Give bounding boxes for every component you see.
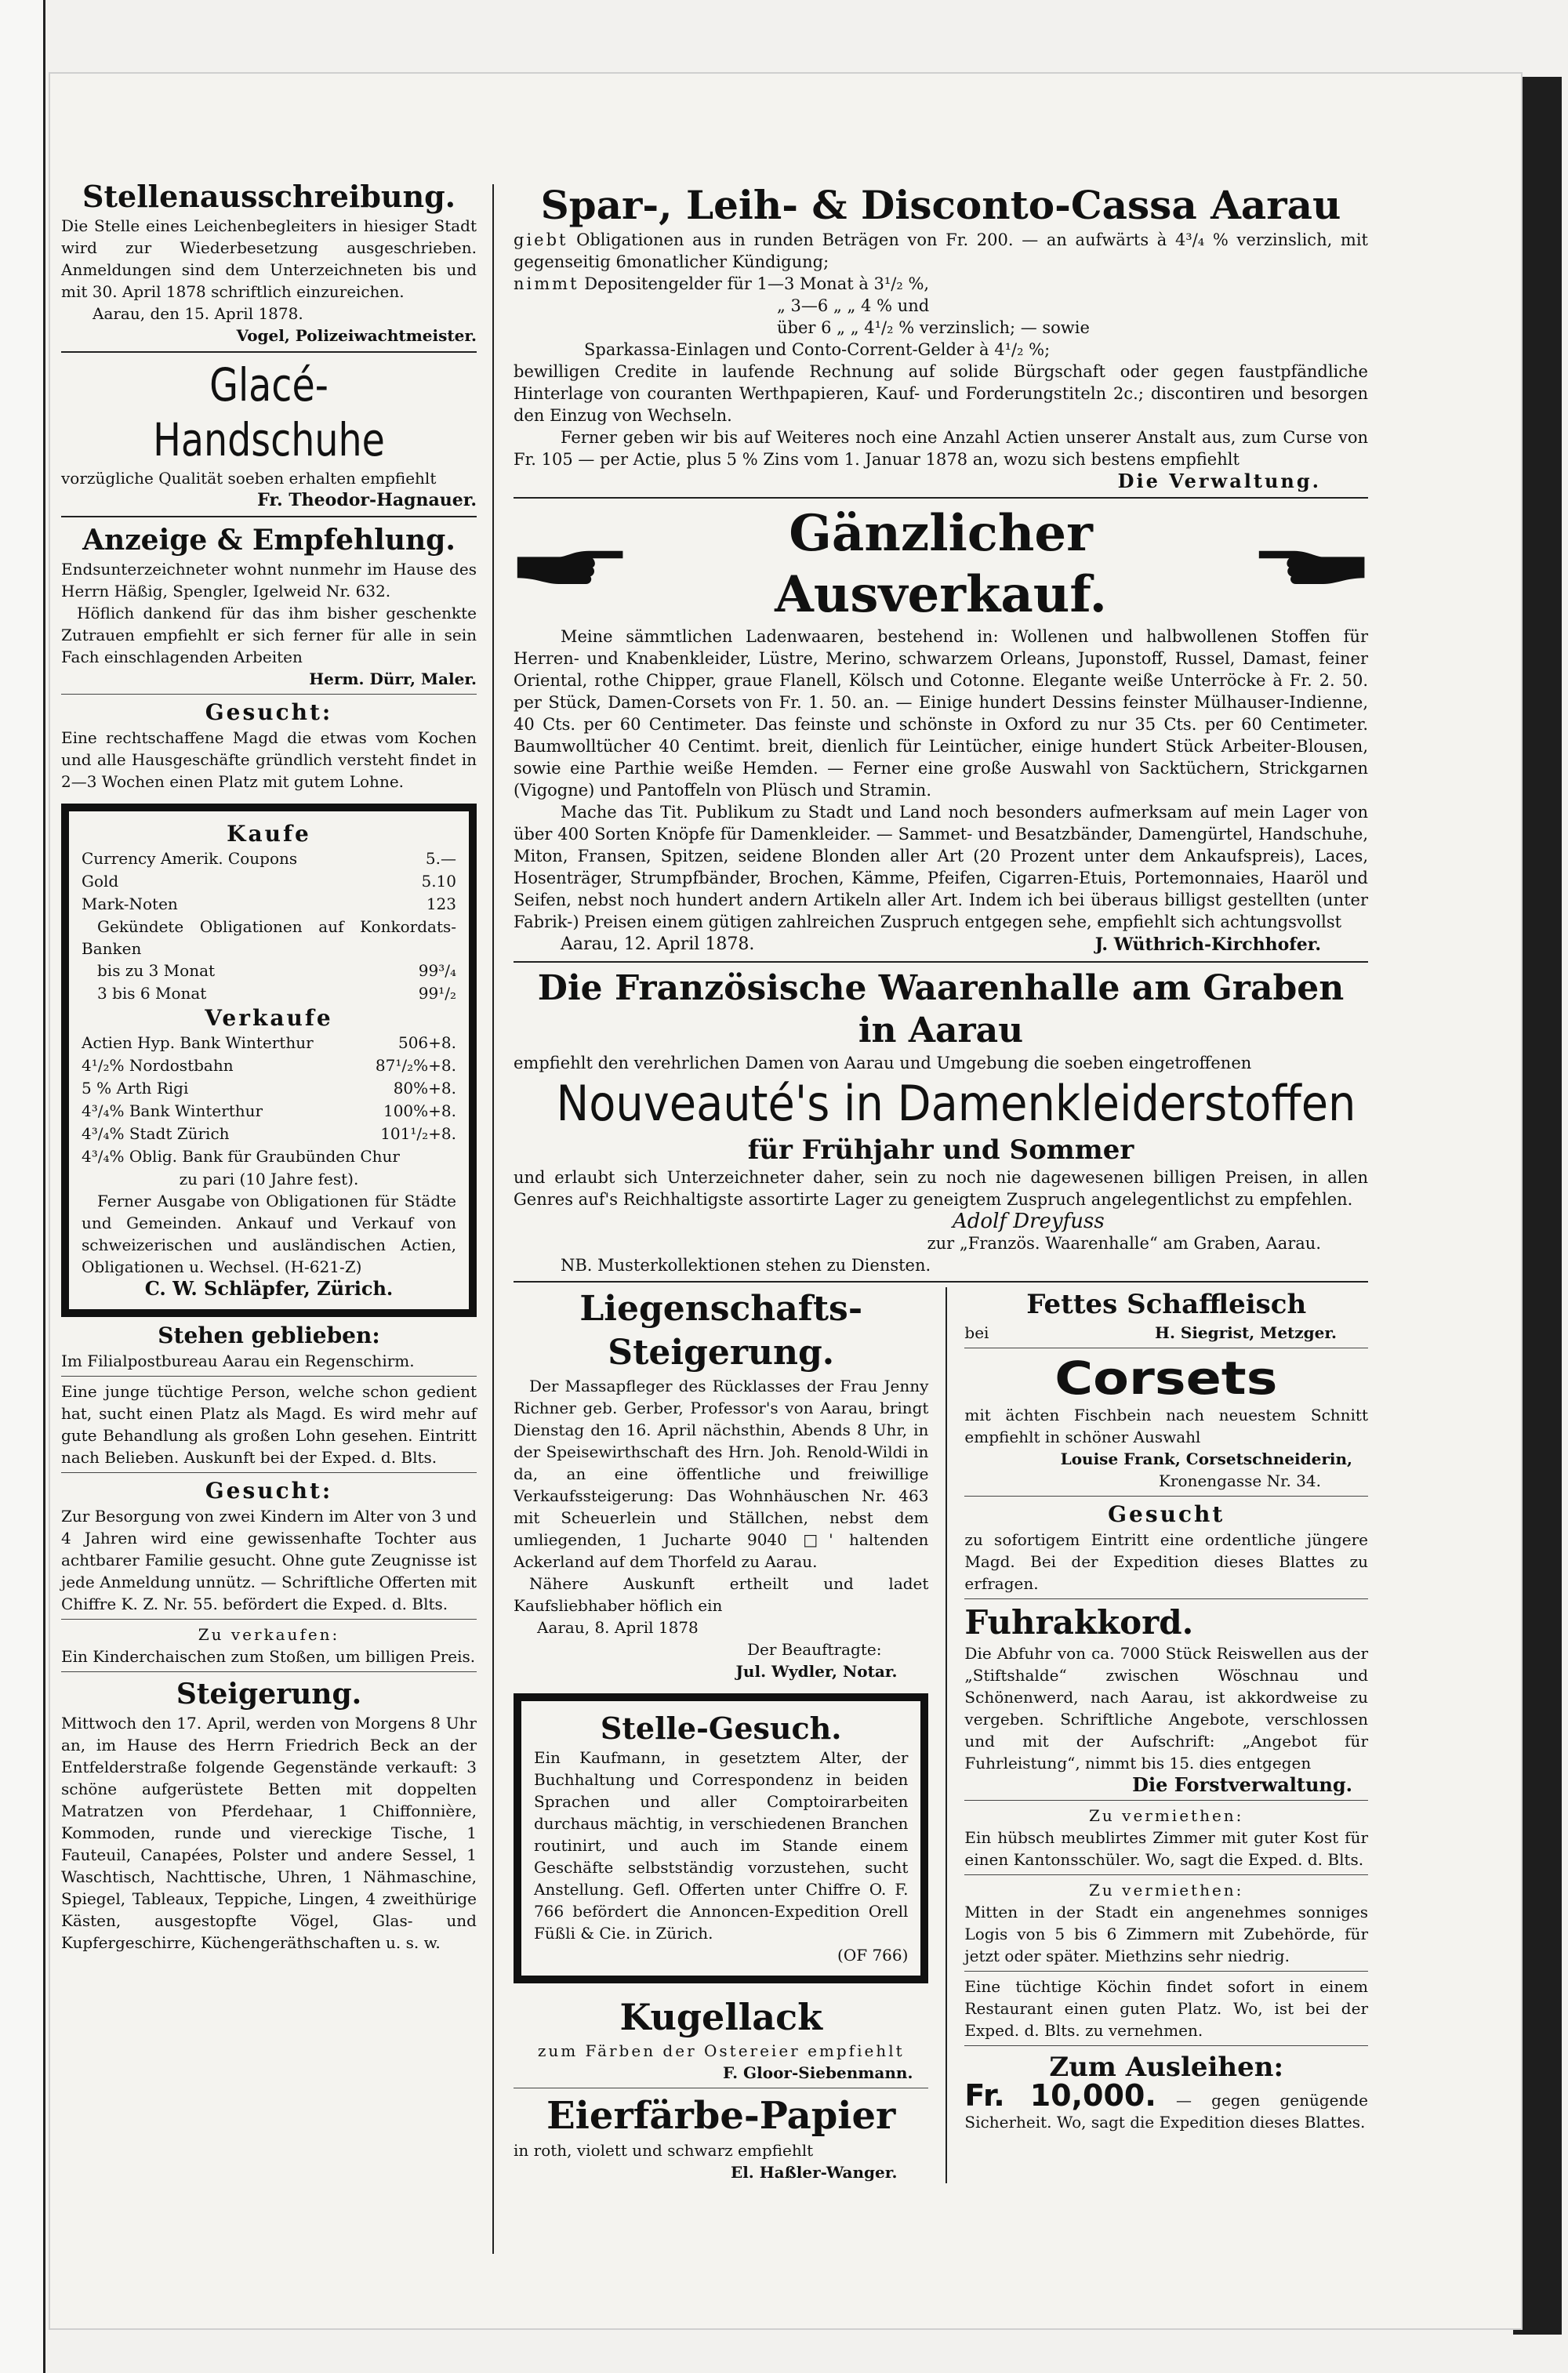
ad-title: Gänzlicher Ausverkauf. <box>775 504 1107 624</box>
ad-gesucht-tochter <box>61 1477 477 1615</box>
actien-text: Ferner geben wir bis auf Weiteres noch eine Anzahl Actien unserer Anstalt aus, zum Curse von Fr. 105 — per Actie, plus 5 % Zins vom 1. Januar 1878 an, wozu sich bestens empfiehlt <box>514 428 1368 469</box>
ad-kurse-box <box>61 804 477 1317</box>
sub-column-left <box>514 1287 928 2183</box>
ad-waarenhalle <box>514 967 1368 1276</box>
gekuendet-note: Gekündete Obligationen auf Konkordats-Banken <box>82 917 456 958</box>
verkaufe-row: 4¹/₂% Nordostbahn 87¹/₂%+8. <box>82 1056 456 1075</box>
ad-steigerung <box>61 1676 477 1954</box>
ad-gesucht-magd <box>61 698 477 793</box>
ad-body: Der Massapfleger des Rücklasses der Frau Jenny Richner geb. Gerber, Professor's von Aarau, bringt Dienstag den 16. April nächsthin, Abends 8 Uhr, in der Speisewirthschaft des Hrn. Joh. Renold-Wildi in da, an eine öffentliche und freiwillige Verkaufssteigerung: Das Wohnhäuschen Nr. 463 mit Scheuerlein und Ställchen, nebst dem umliegenden, 1 Jucharte 9040 □' haltenden Ackerland auf dem Thorfeld zu Aarau. <box>514 1377 929 1571</box>
ad-amount: Fr. 10,000. <box>964 2078 1156 2113</box>
label-giebt: giebt <box>514 230 568 249</box>
ad-title: Stellenausschreibung. <box>82 179 456 214</box>
ad-title: Eierfärbe-Papier <box>546 2094 896 2138</box>
ad-body: — gegen genügende Sicherheit. Wo, sagt die Expedition dieses Blattes. <box>964 2091 1369 2132</box>
ad-title: Stelle-Gesuch. <box>600 1711 842 1746</box>
ad-title: Zu vermiethen: <box>1089 1881 1244 1899</box>
main-column <box>514 182 1368 2183</box>
ad-signature: Louise Frank, Corsetschneiderin, <box>1060 1450 1353 1468</box>
ad-title: Glacé-Handschuhe <box>153 358 385 466</box>
ad-signature: Fr. Theodor-Hagnauer. <box>257 490 477 510</box>
scan-left-edge <box>0 0 45 2373</box>
ad-body: Endsunterzeichneter wohnt nunmehr im Hause des Herrn Häßig, Spengler, Igelweid Nr. 632. <box>61 560 477 601</box>
ad-signature: F. Gloor-Siebenmann. <box>722 2063 913 2082</box>
sub-column-rule <box>946 1287 947 2183</box>
spar-text: Sparkassa-Einlagen und Conto-Corrent-Gelder à 4¹/₂ %; <box>584 340 1051 359</box>
ad-code: (OF 766) <box>837 1946 909 1965</box>
ad-role: Der Beauftragte: <box>746 1640 882 1659</box>
ad-signature: J. Wüthrich-Kirchhofer. <box>1094 934 1321 955</box>
ad-title: Steigerung. <box>176 1678 362 1711</box>
ad-title: Gesucht: <box>205 1478 333 1504</box>
ad-body: mit ächten Fischbein nach neuestem Schnitt empfiehlt in schöner Auswahl <box>964 1406 1369 1446</box>
ad-body: Eine rechtschaffene Magd die etwas vom Kochen und alle Hausgeschäfte gründlich versteht findet in 2—3 Wochen einen Platz mit gutem Lohne. <box>61 728 477 791</box>
ad-intro: empfiehlt den verehrlichen Damen von Aarau und Umgebung die soeben eingetroffenen <box>514 1054 1252 1072</box>
ad-title: Fuhrakkord. <box>964 1603 1194 1642</box>
ad-fuhrakkord <box>964 1603 1368 1796</box>
ad-body: Mitten in der Stadt ein angenehmes sonniges Logis von 5 bis 6 Zimmern mit Zubehörde, für jetzt oder später. Miethzins sehr niedrig. <box>964 1903 1369 1965</box>
ad-body: bei <box>964 1323 989 1342</box>
ad-signature-2: zur „Französ. Waarenhalle“ am Graben, Aarau. <box>927 1234 1321 1253</box>
ad-body: Ein Kaufmann, in gesetztem Alter, der Buchhaltung und Correspondenz in beiden Sprachen und aller Comptoirarbeiten durchaus mächtig, in verschiedenen Branchen routinirt, und auch im Stande einem Geschäfte selbstständig vorzustehen, sucht Anstellung. Gefl. Offerten unter Chiffre O. F. 766 befördert die Annoncen-Expedition Orell Füßli & Cie. in Zürich. <box>534 1748 909 1943</box>
ad-koechin <box>964 1976 1368 2041</box>
ad-signature: Herm. Dürr, Maler. <box>309 669 477 688</box>
ad-body: Meine sämmtlichen Ladenwaaren, bestehend in: Wollenen und halbwollenen Stoffen für Herren- und Knabenkleider, Lüstre, Merino, schwarzem Orleans, Juponstoff, Russel, Damast, feiner Oriental, rothe Chipper, graue Flanell, Kölsch und Cotonne. Elegante weiße Unterröcke à Fr. 2. 50. per Stück, Damen-Corsets von Fr. 1. 50. an. — Einige hundert Dessins feinster Mülhauser-Indienne, 40 Cts. per 60 Centimeter. Das feinste und schönste in Oxford zu nur 35 Cts. per 60 Centimeter. Baumwolltücher 40 Centimt. breit, dienlich für Leintücher, einige hundert Stück Arbeiter-Blousen, sowie eine Parthie weiße Hemden. — Ferner eine große Auswahl von Sacktüchern, Strickgarnen (Vigogne) und Pantoffeln von Plüsch und Stramin. <box>514 627 1368 800</box>
ad-title: Zu vermiethen: <box>1089 1806 1244 1825</box>
left-column <box>61 179 477 1954</box>
ad-date: Aarau, den 15. April 1878. <box>93 304 303 323</box>
verkaufe-row: Actien Hyp. Bank Winterthur 506+8. <box>82 1033 456 1052</box>
ad-body: zu sofortigem Eintritt eine ordentliche jüngere Magd. Bei der Expedition dieses Blattes zu erfragen. <box>964 1530 1369 1593</box>
ad-note: NB. Musterkollektionen stehen zu Diensten. <box>561 1256 931 1275</box>
verkaufe-row: 4³/₄% Stadt Zürich 101¹/₂+8. <box>82 1124 456 1143</box>
ad-address: Kronengasse Nr. 34. <box>1159 1471 1322 1490</box>
ad-body: zum Färben der Ostereier empfiehlt <box>537 2041 905 2060</box>
ad-body: vorzügliche Qualität soeben erhalten empfiehlt <box>61 469 437 488</box>
ad-headline: Nouveauté's in Damenkleiderstoffen <box>556 1075 1356 1132</box>
ad-anzeige <box>61 522 477 690</box>
ad-body: Mittwoch den 17. April, werden von Morgens 8 Uhr an, im Hause des Herrn Friedrich Beck an der Entfelderstraße folgende Gegenstände verkauft: 3 schöne aufgerüstete Betten mit doppelten Matratzen von Pferdehaar, 1 Chiffonnière, Kommoden, runde und viereckige Tische, 1 Fauteuil, Canapées, Polster und andere Sessel, 1 Waschtisch, Nachttische, Uhren, 1 Nähmaschine, Spiegel, Tableaux, Teppiche, Lingen, 4 zweithürige Kästen, ausgestopfte Vögel, Glas- und Kupfergeschirre, Küchengeräthschaften u. s. w. <box>61 1714 477 1952</box>
ad-body: Eine junge tüchtige Person, welche schon gedient hat, sucht einen Platz als Magd. Es wird mehr auf gute Behandlung als großen Lohn gesehen. Eintritt nach Belieben. Auskunft bei der Exped. d. Blts. <box>61 1382 477 1467</box>
kaufe-row: Currency Amerik. Coupons 5.— <box>82 849 456 868</box>
ad-stelle-gesuch <box>514 1693 928 1983</box>
ad-glace <box>61 357 477 511</box>
ad-body: Die Abfuhr von ca. 7000 Stück Reiswellen aus der „Stiftshalde“ zwischen Wöschnau und Schönenwerd, nach Aarau, ist akkordweise zu vergeben. Schriftliche Angebote, verschlossen und mit der Aufschrift: „Angebot für Fuhrleistung“, nimmt bis 15. dies entgegen <box>964 1644 1369 1772</box>
ad-body-2: Höflich dankend für das ihm bisher geschenkte Zutrauen empfiehlt er sich ferner für alle in sein Fach einschlagenden Arbeiten <box>61 604 477 666</box>
ferner-note: Ferner Ausgabe von Obligationen für Städte und Gemeinden. Ankauf und Verkauf von schweizerischen und ausländischen Actien, Obligationen u. Wechsel. (H-621-Z) <box>82 1192 456 1276</box>
pointing-hand-left-icon <box>1255 542 1368 586</box>
ad-date: Aarau, 12. April 1878. <box>561 934 755 954</box>
ad-spar-cassa <box>514 182 1368 492</box>
ad-signature: H. Siegrist, Metzger. <box>1155 1323 1338 1342</box>
ad-title: Stehen geblieben: <box>158 1323 380 1348</box>
ad-signature: Adolf Dreyfuss <box>953 1210 1105 1233</box>
label-nimmt: nimmt <box>514 274 579 293</box>
ad-signature: El. Haßler-Wanger. <box>730 2163 898 2182</box>
credit-text: bewilligen Credite in laufende Rechnung auf solide Bürgschaft oder gegen faustpfändliche Hinterlage von couranten Werthpapieren, Kauf- und Forderungstiteln 2c.; discontiren und besorgen den Einzug von Wechseln. <box>514 362 1368 425</box>
ad-stellenausschreibung <box>61 179 477 347</box>
ad-title: Zu verkaufen: <box>198 1625 340 1644</box>
ad-signature: C. W. Schläpfer, Zürich. <box>144 1277 394 1300</box>
ad-title: Kugellack <box>619 1996 822 2038</box>
giebt-text: Obligationen aus in runden Beträgen von Fr. 200. — an aufwärts à 4³/₄ % verzinslich, mit gegenseitig 6monatlicher Kündigung; <box>514 230 1368 271</box>
ad-eierfaerbe <box>514 2092 928 2183</box>
ad-body: Zur Besorgung von zwei Kindern im Alter von 3 und 4 Jahren wird eine gewissenhafte Tochter aus achtbarer Familie gesucht. Ohne gute Zeugnisse ist jede Anmeldung unnütz. — Schriftliche Offerten mit Chiffre K. Z. Nr. 55. befördert die Exped. d. Blts. <box>61 1507 477 1613</box>
verkaufe-row: 4³/₄% Oblig. Bank für Graubünden Chur <box>82 1147 400 1166</box>
sub-column-right <box>964 1287 1368 2183</box>
verkaufe-row: 4³/₄% Bank Winterthur 100%+8. <box>82 1101 456 1120</box>
kaufe-row: Mark-Noten 123 <box>82 894 456 913</box>
ad-title: Fettes Schaffleisch <box>1026 1289 1307 1320</box>
ad-body: und erlaubt sich Unterzeichneter daher, sein zu noch nie dagewesenen billigen Preisen, in allen Genres auf's Reichhaltigste assortirte Lager zu geneigtem Zuspruch angelegentlichst zu empfehlen. <box>514 1168 1368 1209</box>
ad-vermiethen-logis <box>964 1879 1368 1967</box>
ad-liegenschaft <box>514 1287 928 1682</box>
ad-zu-verkaufen <box>61 1624 477 1667</box>
ad-subtitle: für Frühjahr und Sommer <box>747 1134 1134 1166</box>
kaufe-row: Gold 5.10 <box>82 872 456 891</box>
ad-stehen-geblieben <box>61 1322 477 1372</box>
pointing-hand-right-icon <box>514 542 626 586</box>
ad-title: Spar-, Leih- & Disconto-Cassa Aarau <box>540 182 1341 228</box>
ad-body: Die Stelle eines Leichenbegleiters in hiesiger Stadt wird zur Wiederbesetzung ausgeschrieben. Anmeldungen sind dem Unterzeichneten bis und mit 30. April 1878 schriftlich einzureichen. <box>61 216 477 301</box>
ad-title: Liegenschafts-Steigerung. <box>579 1289 863 1373</box>
ad-body-2: Nähere Auskunft ertheilt und ladet Kaufsliebhaber höflich ein <box>514 1574 929 1615</box>
ad-signature: Jul. Wydler, Notar. <box>735 1662 898 1681</box>
ad-date: Aarau, 8. April 1878 <box>537 1618 699 1637</box>
rate-line: über 6 „ „ 4¹/₂ % verzinslich; — sowie <box>777 318 1090 337</box>
ad-person <box>61 1381 477 1468</box>
nimmt-text: Depositengelder für 1—3 Monat à 3¹/₂ %, <box>584 274 930 293</box>
ad-ausleihen <box>964 2050 1368 2133</box>
ad-signature: Die Forstverwaltung. <box>1132 1773 1353 1796</box>
ad-body: Im Filialpostbureau Aarau ein Regenschirm. <box>61 1352 415 1370</box>
ad-title: Zum Ausleihen: <box>1049 2052 1284 2083</box>
ad-signature: Vogel, Polizeiwachtmeister. <box>236 326 477 345</box>
ad-title: Corsets <box>1054 1352 1278 1405</box>
ad-signature: Die Verwaltung. <box>1117 470 1321 492</box>
ad-title: Anzeige & Empfehlung. <box>82 524 456 557</box>
ad-body-2: Mache das Tit. Publikum zu Stadt und Land noch besonders aufmerksam auf mein Lager von über 400 Sorten Knöpfe für Damenkleider. — Sammet- und Besatzbänder, Damengürtel, Handschuhe, Miton, Fransen, Spitzen, seidene Blonden aller Art (20 Prozent unter dem Ankaufspreis), Laces, Hosenträger, Strumpfbänder, Brochen, Kämme, Pfeifen, Cigarren-Etuis, Portemonnaies, Haaröl und Seifen, nebst noch hundert andern Artikeln aller Art. Indem ich bei überaus billigst gestellten (unter Fabrik-) Preisen einem gütigen zahlreichen Zuspruch entgegen sehe, empfiehlt sich achtungsvollst <box>514 803 1368 931</box>
column-rule <box>492 184 494 2254</box>
ad-body: in roth, violett und schwarz empfiehlt <box>514 2141 814 2160</box>
ad-ausverkauf <box>514 503 1368 956</box>
rate-line: „ 3—6 „ „ 4 % und <box>777 296 930 315</box>
ad-title: Gesucht <box>1108 1501 1225 1527</box>
ad-vermiethen-zimmer <box>964 1805 1368 1870</box>
verkaufe-row: 5 % Arth Rigi 80%+8. <box>82 1079 456 1098</box>
monat-row: 3 bis 6 Monat 99¹/₂ <box>97 984 456 1003</box>
ad-kugellack <box>514 1994 928 2084</box>
ad-body: Ein hübsch meublirtes Zimmer mit guter Kost für einen Kantonsschüler. Wo, sagt die Exped. d. Blts. <box>964 1828 1369 1869</box>
ad-corsets <box>964 1352 1368 1492</box>
ad-title: Die Französische Waarenhalle am Graben in Aarau <box>537 968 1345 1050</box>
ad-body: Eine tüchtige Köchin findet sofort in einem Restaurant einen guten Platz. Wo, ist bei der Exped. d. Blts. zu vernehmen. <box>964 1977 1369 2040</box>
ad-fettes <box>964 1287 1368 1344</box>
ad-body: Ein Kinderchaischen zum Stoßen, um billigen Preis. <box>61 1647 476 1666</box>
pari-note: zu pari (10 Jahre fest). <box>179 1170 359 1188</box>
ad-title: Gesucht: <box>205 699 333 725</box>
verkaufe-title: Verkaufe <box>205 1005 333 1031</box>
kaufe-title: Kaufe <box>227 821 311 847</box>
ad-gesucht-jung <box>964 1500 1368 1595</box>
monat-row: bis zu 3 Monat 99³/₄ <box>97 961 456 980</box>
